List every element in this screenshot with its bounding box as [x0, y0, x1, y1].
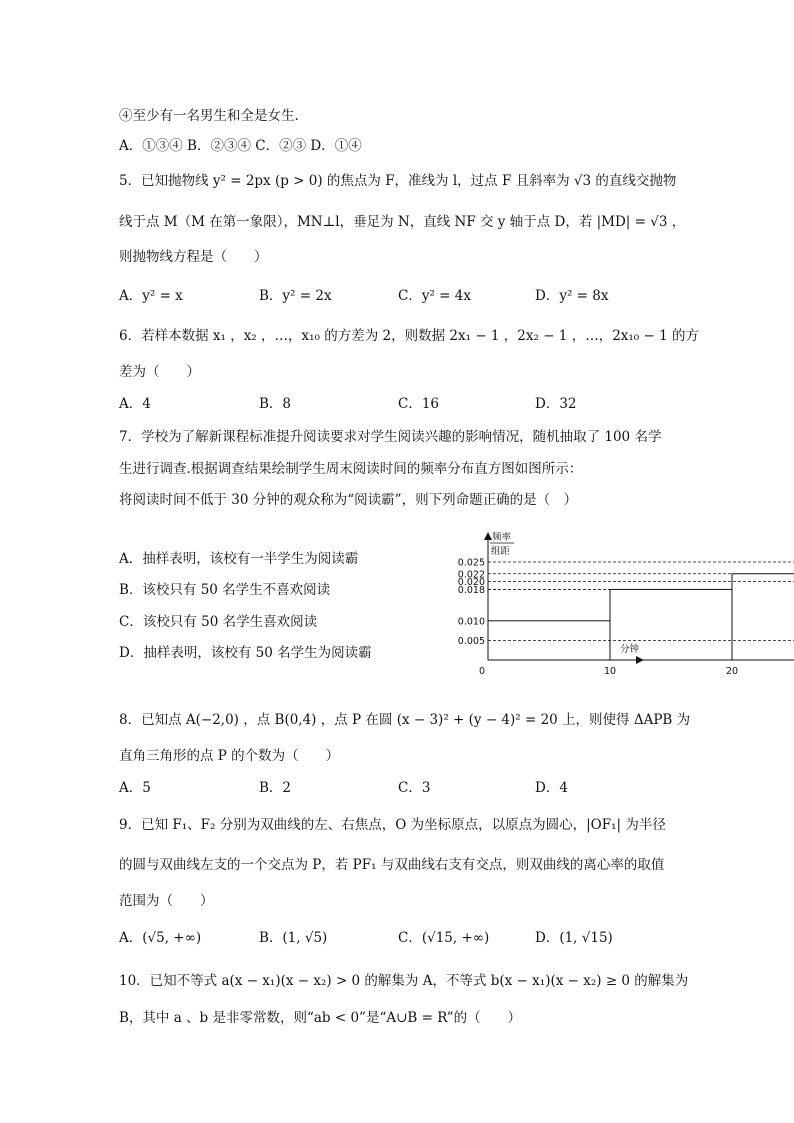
- y-axis-arrow: [484, 532, 492, 540]
- x-tick-label: 10: [603, 666, 617, 677]
- q7-option-a: A．抽样表明，该校有一半学生为阅读霸: [119, 551, 359, 567]
- y-tick-label: 0.025: [457, 557, 485, 569]
- q9-option-d: D．(1, √15): [535, 930, 613, 946]
- q6-option-d: D．32: [535, 396, 577, 412]
- q8-option-b: B．2: [259, 780, 292, 796]
- q9-option-b: B．(1, √5): [259, 930, 328, 946]
- q8-option-a: A．5: [119, 780, 151, 796]
- y-tick-label: 0.020: [457, 577, 485, 589]
- q9-option-a: A．(√5, +∞): [119, 930, 202, 946]
- q6-option-c: C．16: [398, 396, 440, 412]
- q6-line-2: 差为（ ）: [119, 364, 200, 380]
- q4-options: A．①③④ B．②③④ C．②③ D．①④: [119, 138, 362, 154]
- y-tick-label: 0.022: [457, 569, 485, 581]
- x-tick-label: 20: [725, 666, 739, 677]
- q9-line-2: 的圆与双曲线左支的一个交点为 P，若 PF₁ 与双曲线右支有交点，则双曲线的离心率的取值: [119, 857, 665, 873]
- x-axis-label: 分钟: [620, 644, 640, 655]
- q6-option-a: A．4: [119, 396, 151, 412]
- y-tick-label: 0.018: [457, 584, 485, 596]
- q4-statement-4: ④至少有一名男生和全是女生.: [119, 108, 299, 124]
- q9-option-c: C．(√15, +∞): [398, 930, 490, 946]
- q8-option-c: C．3: [398, 780, 431, 796]
- y-tick-label: 0.005: [457, 635, 485, 647]
- y-label-numerator: 频率: [492, 532, 512, 543]
- y-tick-label: 0.010: [457, 616, 485, 628]
- q6-line-1: 6．若样本数据 x₁ ，x₂ ，…，x₁₀ 的方差为 2，则数据 2x₁ − 1 ，2x₂ − 1 ，…，2x₁₀ − 1 的方: [119, 328, 699, 344]
- q8-line-2: 直角三角形的点 P 的个数为（ ）: [119, 748, 340, 764]
- q7-line-2: 生进行调查.根据调查结果绘制学生周末阅读时间的频率分布直方图如图所示：: [119, 461, 583, 477]
- q7-option-b: B．该校只有 50 名学生不喜欢阅读: [119, 582, 331, 598]
- q8-line-1: 8．已知点 A(−2,0) ，点 B(0,4) ，点 P 在圆 (x − 3)² + (y − 4)² = 20 上，则使得 ΔAPB 为: [119, 712, 691, 728]
- q6-option-b: B．8: [259, 396, 292, 412]
- histogram-svg: [448, 526, 739, 686]
- q10-line-2: B，其中 a 、b 是非零常数，则“ab < 0”是“A∪B = R”的（ ）: [119, 1010, 522, 1026]
- q5-line-2: 线于点 M（M 在第一象限），MN⊥l，垂足为 N，直线 NF 交 y 轴于点 D，若 |MD| = √3 ，: [119, 214, 686, 230]
- histogram-bar: [732, 574, 794, 660]
- q7-line-1: 7．学校为了解新课程标准提升阅读要求对学生阅读兴趣的影响情况，随机抽取了 100 名学: [119, 429, 662, 445]
- q5-option-c: C．y² = 4x: [398, 288, 471, 304]
- q5-line-1: 5．已知抛物线 y² = 2px (p > 0) 的焦点为 F，准线为 l，过点 F 且斜率为 √3 的直线交抛物: [119, 173, 677, 189]
- q8-option-d: D．4: [535, 780, 568, 796]
- q9-line-1: 9．已知 F₁、F₂ 分别为双曲线的左、右焦点，O 为坐标原点，以原点为圆心，|OF₁| 为半径: [119, 817, 666, 833]
- q5-option-a: A．y² = x: [119, 288, 183, 304]
- q9-line-3: 范围为（ ）: [119, 893, 214, 909]
- q5-option-b: B．y² = 2x: [259, 288, 332, 304]
- q7-line-3: 将阅读时间不低于 30 分钟的观众称为“阅读霸”，则下列命题正确的是（ ）: [119, 492, 578, 508]
- q10-line-1: 10．已知不等式 a(x − x₁)(x − x₂) > 0 的解集为 A，不等式 b(x − x₁)(x − x₂) ≥ 0 的解集为: [119, 973, 689, 989]
- y-label-denominator: 组距: [491, 546, 511, 557]
- x-tick-label: 0: [478, 666, 486, 677]
- q7-option-c: C．该校只有 50 名学生喜欢阅读: [119, 614, 318, 630]
- frequency-histogram: [448, 526, 739, 686]
- q5-line-3: 则抛物线方程是（ ）: [119, 249, 268, 265]
- q7-option-d: D．抽样表明，该校有 50 名学生为阅读霸: [119, 645, 372, 661]
- q5-option-d: D．y² = 8x: [535, 288, 609, 304]
